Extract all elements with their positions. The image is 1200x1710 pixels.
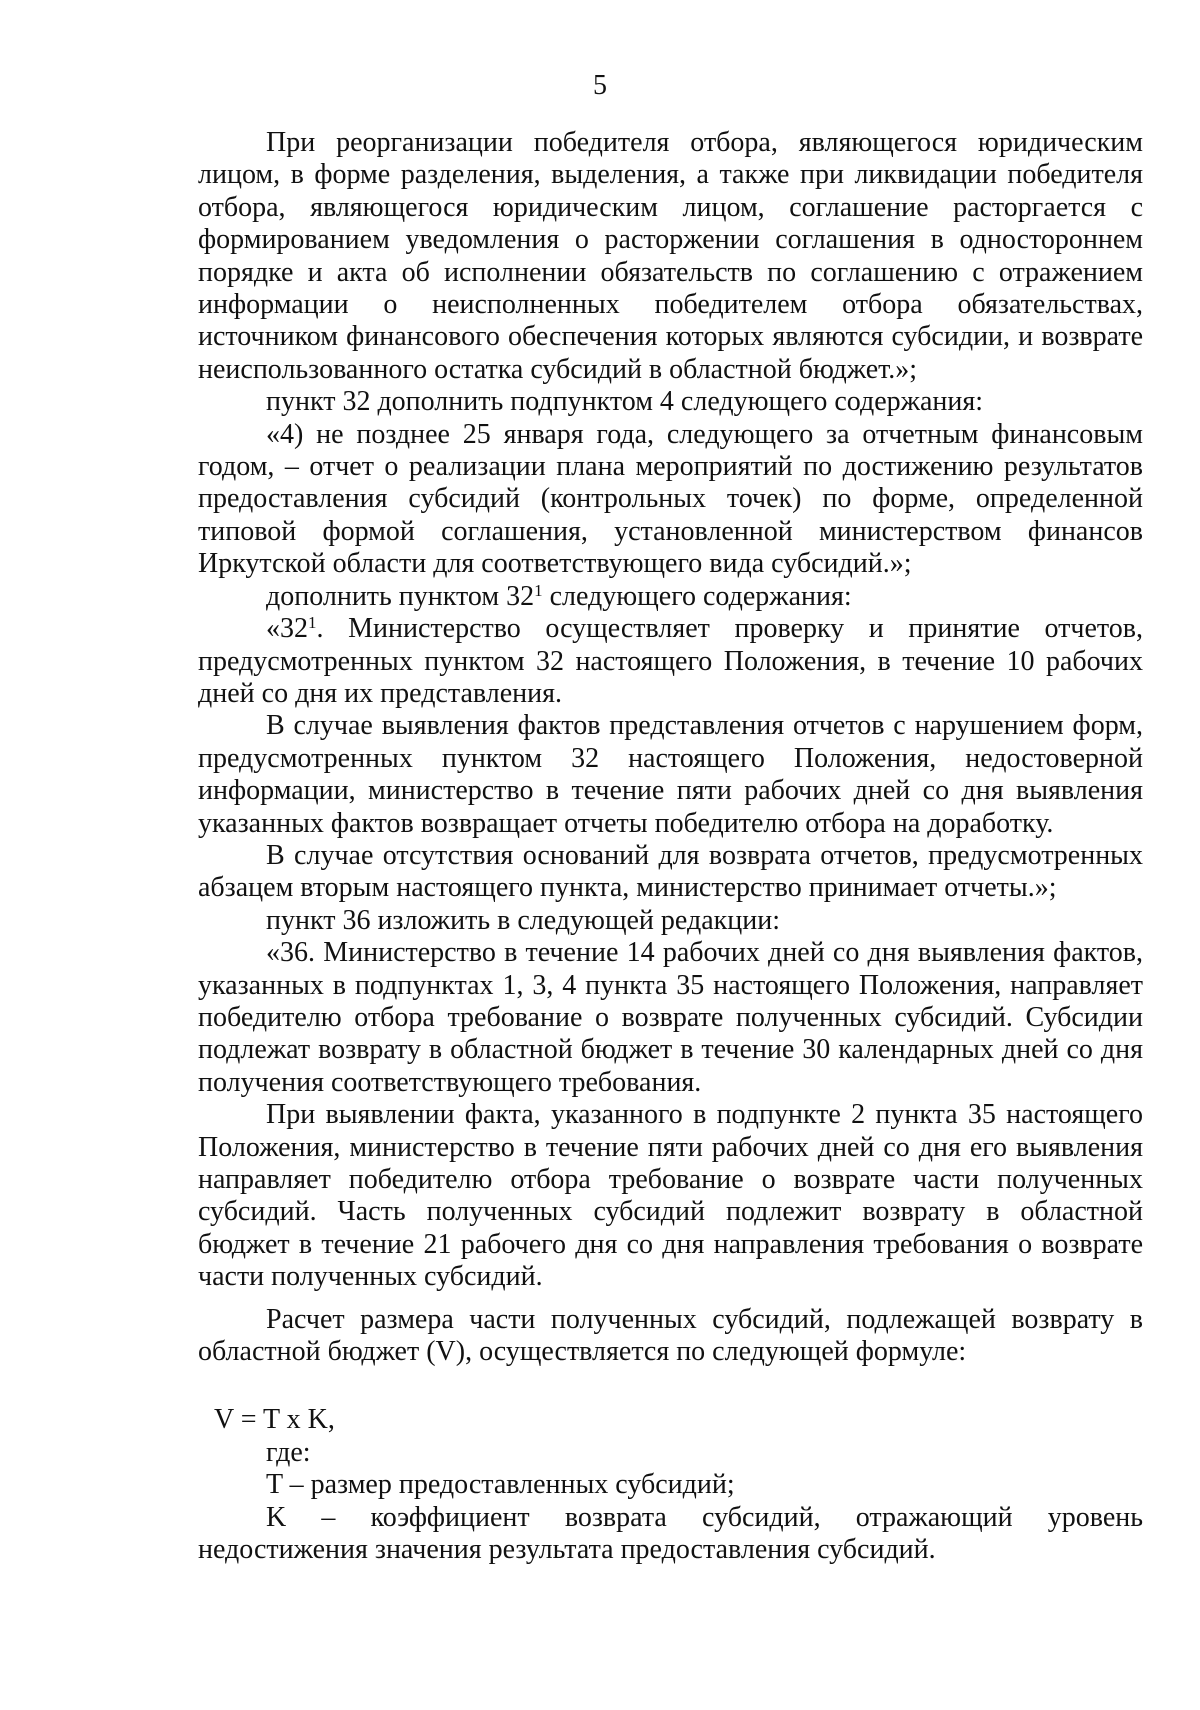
paragraph-point-36-intro: пункт 36 изложить в следующей редакции: bbox=[266, 904, 780, 936]
paragraph-reorganization: При реорганизации победителя отбора, являющегося юридическим лицом, в форме разделения, выделения, а также при ликвидации победителя отбора, являющегося юридическим лицом, соглашение расторгается с формированием уведомления о расторжении соглашения в одностороннем порядке и акта об исполнении обязательств по соглашению с отражением информации о неисполненных победителем отбора обязательствах, источником финансового обеспечения которых являются субсидии, и возврате неиспользованного остатка субсидий в областной бюджет.»; bbox=[198, 127, 1143, 385]
paragraph-point-36: «36. Министерство в течение 14 рабочих дней со дня выявления фактов, указанных в подпунктах 1, 3, 4 пункта 35 настоящего Положения, направляет победителю отбора требование о возврате полученных субсидий. Субсидии подлежат возврату в областной бюджет в течение 30 календарных дней со дня получения соответствующего требования. bbox=[198, 937, 1143, 1098]
paragraph-definition-k: K – коэффициент возврата субсидий, отражающий уровень недостижения значения результата предоставления субсидий. bbox=[198, 1501, 1143, 1566]
page-number: 5 bbox=[593, 70, 607, 101]
paragraph-definition-t: T – размер предоставленных субсидий; bbox=[266, 1469, 735, 1501]
paragraph-calculation: Расчет размера части полученных субсидий, подлежащей возврату в областной бюджет (V), осуществляется по следующей формуле: bbox=[198, 1303, 1143, 1368]
paragraph-subpoint-4: «4) не позднее 25 января года, следующего за отчетным финансовым годом, – отчет о реализации плана мероприятий по достижению результатов предоставления субсидий (контрольных точек) по форме, определенной типовой формой соглашения, установленной министерством финансов Иркутской области для соответствующего вида субсидий.»; bbox=[198, 418, 1143, 580]
paragraph-amend-point-32: пункт 32 дополнить подпунктом 4 следующего содержания: bbox=[266, 386, 984, 418]
paragraph-partial-return: При выявлении факта, указанного в подпункте 2 пункта 35 настоящего Положения, министерство в течение пяти рабочих дней со дня его выявления направляет победителю отбора требование о возврате части полученных субсидий. Часть полученных субсидий подлежит возврату в областной бюджет в течение 21 рабочего дня со дня направления требования о возврате части полученных субсидий. bbox=[198, 1099, 1143, 1293]
paragraph-no-grounds: В случае отсутствия оснований для возврата отчетов, предусмотренных абзацем вторым настоящего пункта, министерство принимает отчеты.»; bbox=[198, 839, 1143, 904]
paragraph-point-32-1: «$32^1$. Министерство осуществляет проверку и принятие отчетов, предусмотренных пунктом 32 настоящего Положения, в течение 10 рабочих дней со дня их представления. bbox=[198, 613, 1143, 709]
paragraph-where: где: bbox=[266, 1436, 311, 1468]
document-body bbox=[198, 127, 1143, 1566]
formula: V = T x K, bbox=[214, 1404, 335, 1436]
paragraph-violation-cases: В случае выявления фактов представления отчетов с нарушением форм, предусмотренных пунктом 32 настоящего Положения, недостоверной информации, министерство в течение пяти рабочих дней со дня выявления указанных фактов возвращает отчеты победителю отбора на доработку. bbox=[198, 710, 1143, 839]
paragraph-add-point-32-1: дополнить пунктом $32^1$ следующего содержания: bbox=[266, 580, 852, 612]
